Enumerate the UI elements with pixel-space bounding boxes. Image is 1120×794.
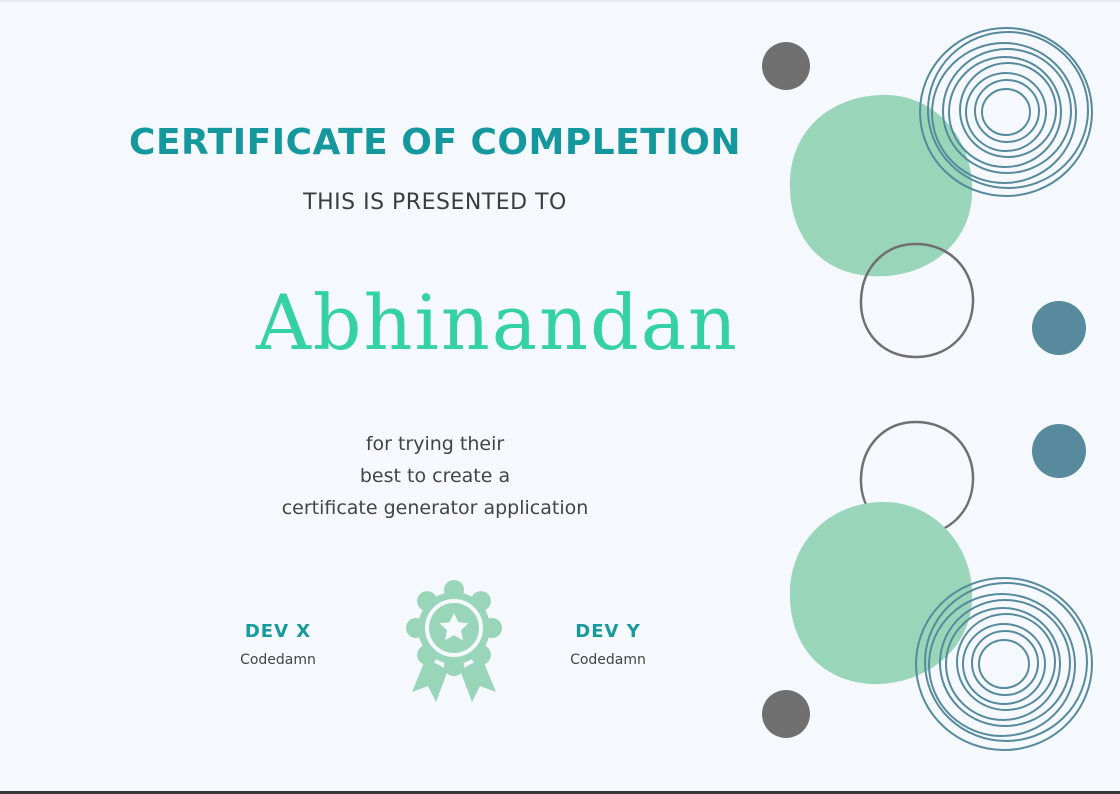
recipient-name: Abhinandan [256,278,739,367]
certificate-title: CERTIFICATE OF COMPLETION [129,122,741,163]
slate-dot [1032,301,1086,355]
completion-reason [200,428,670,524]
mint-blob [790,502,972,684]
signatory-name: DEV Y [575,621,641,642]
scribble-spiral [920,28,1092,196]
signatory-organization: Codedamn [570,652,646,668]
signatory-right [518,621,698,668]
presented-to-line: THIS IS PRESENTED TO [303,190,567,215]
award-ribbon-star-icon [396,580,512,710]
reason-line: for trying their [365,433,505,455]
decorative-shapes [740,0,1120,794]
reason-line: best to create a [359,465,511,487]
signatory-organization: Codedamn [240,652,316,668]
signatory-left [188,621,368,668]
gray-dot [762,690,810,738]
reason-line: certificate generator application [281,497,589,519]
scribble-spiral [916,578,1092,750]
signatory-name: DEV X [244,621,312,642]
slate-dot [1032,424,1086,478]
gray-dot [762,42,810,90]
